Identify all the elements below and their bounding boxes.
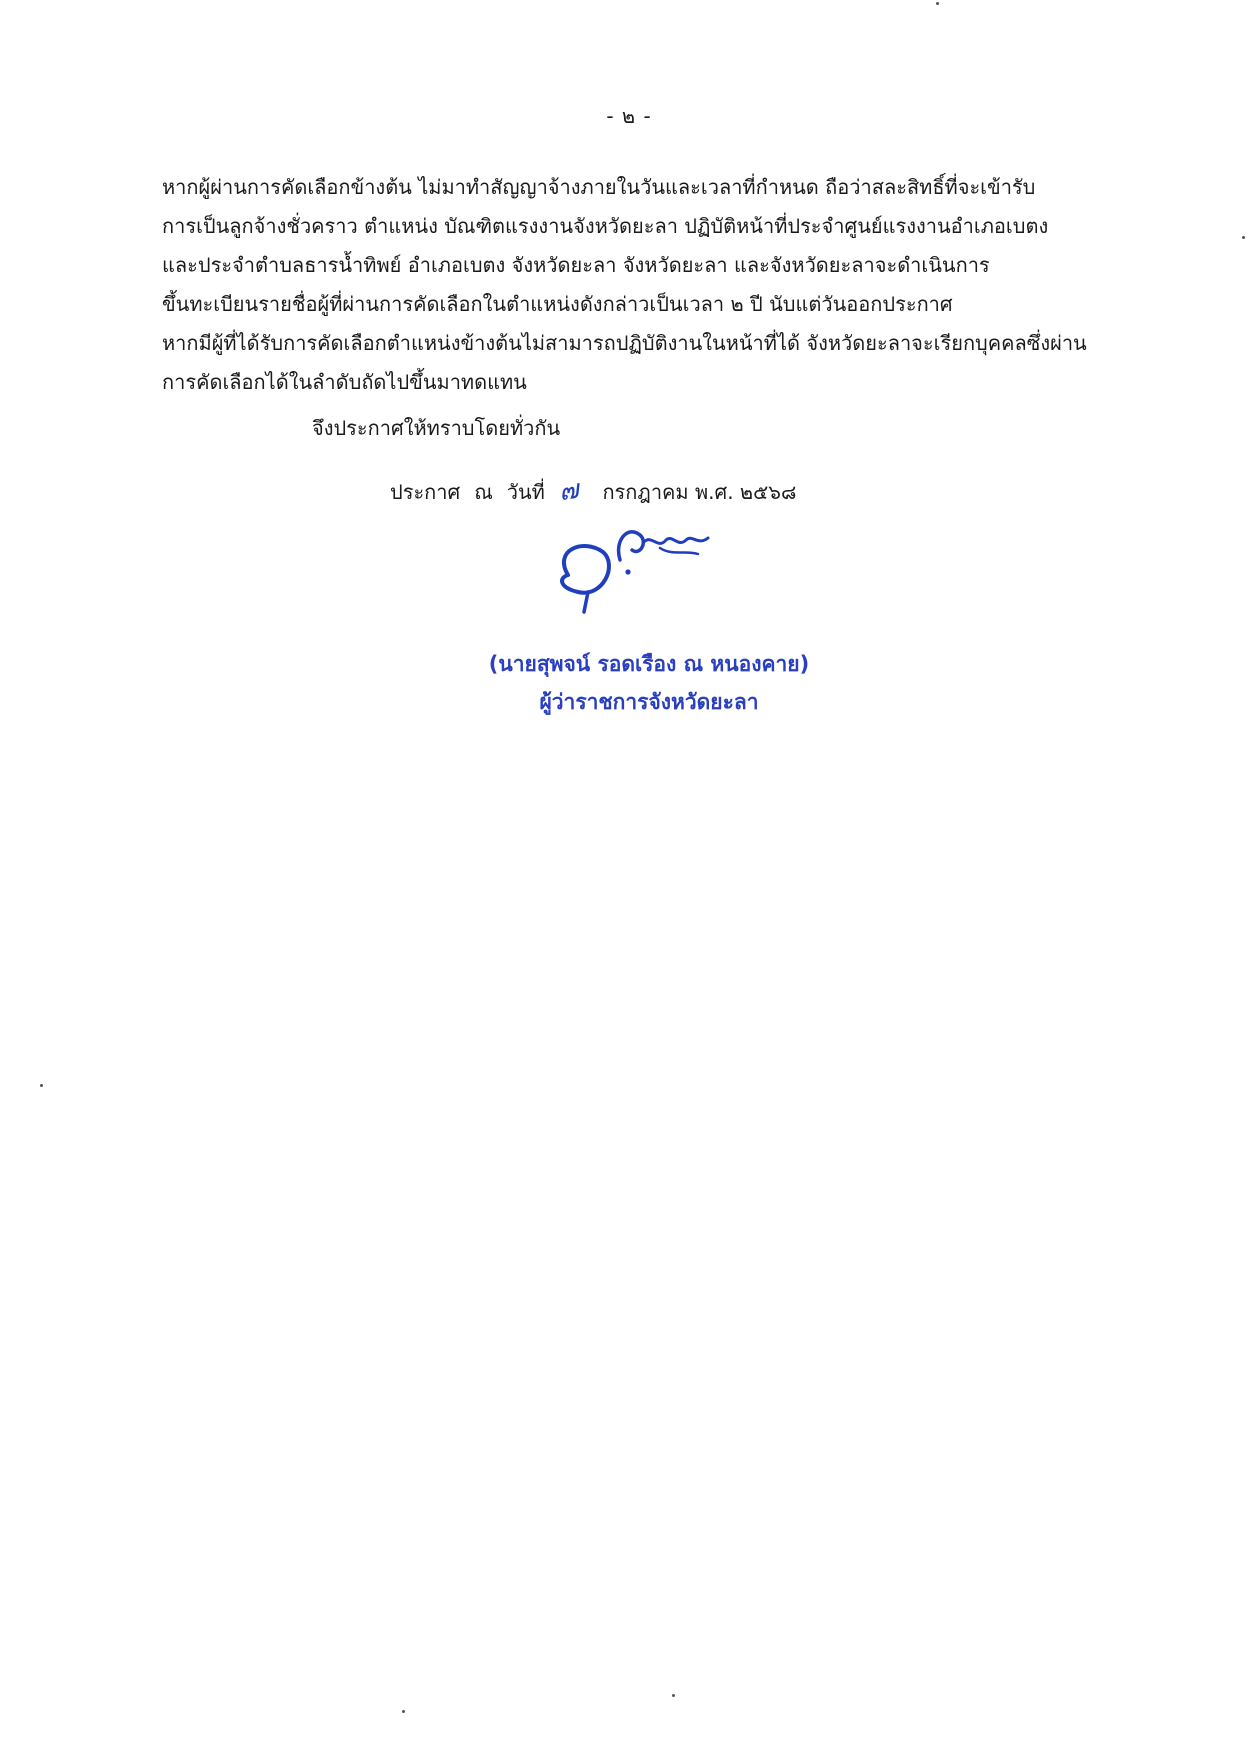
handwritten-signature xyxy=(548,520,718,620)
handwritten-day: ๗ xyxy=(556,474,581,508)
date-na: ณ xyxy=(474,480,493,504)
scan-speck xyxy=(936,2,939,5)
date-month-year: กรกฎาคม พ.ศ. ๒๕๖๘ xyxy=(602,480,797,504)
announcement-date xyxy=(390,470,796,511)
body-paragraph xyxy=(162,168,1112,402)
body-line: หากผู้ผ่านการคัดเลือกข้างต้น ไม่มาทำสัญญาจ้างภายในวันและเวลาที่กำหนด ถือว่าสละสิทธิ์ที่จะเข้ารับ xyxy=(162,175,1036,199)
page-number: - ๒ - xyxy=(606,104,652,128)
signer-title: ผู้ว่าราชการจังหวัดยะลา xyxy=(539,690,759,714)
body-line: ขึ้นทะเบียนรายชื่อผู้ที่ผ่านการคัดเลือกในตำแหน่งดังกล่าวเป็นเวลา ๒ ปี นับแต่วันออกประกาศ xyxy=(162,292,953,316)
scan-speck xyxy=(40,1084,43,1087)
scan-speck xyxy=(402,1710,405,1713)
date-prefix: ประกาศ xyxy=(390,480,461,504)
body-line: และประจำตำบลธารน้ำทิพย์ อำเภอเบตง จังหวัดยะลา จังหวัดยะลา และจังหวัดยะลาจะดำเนินการ xyxy=(162,253,990,277)
closing-statement: จึงประกาศให้ทราบโดยทั่วกัน xyxy=(312,416,561,440)
body-line: การคัดเลือกได้ในลำดับถัดไปขึ้นมาทดแทน xyxy=(162,370,527,394)
date-day-label: วันที่ xyxy=(506,480,545,504)
body-line: หากมีผู้ที่ได้รับการคัดเลือกตำแหน่งข้างต้นไม่สามารถปฏิบัติงานในหน้าที่ได้ จังหวัดยะลาจะเรียกบุคคลซึ่งผ่าน xyxy=(162,331,1087,355)
scan-speck xyxy=(1242,236,1245,239)
scan-speck xyxy=(672,1694,675,1697)
body-line: การเป็นลูกจ้างชั่วคราว ตำแหน่ง บัณฑิตแรงงานจังหวัดยะลา ปฏิบัติหน้าที่ประจำศูนย์แรงงานอำเภอเบตง xyxy=(162,214,1049,238)
signer-name: (นายสุพจน์ รอดเรือง ณ หนองคาย) xyxy=(488,652,810,676)
